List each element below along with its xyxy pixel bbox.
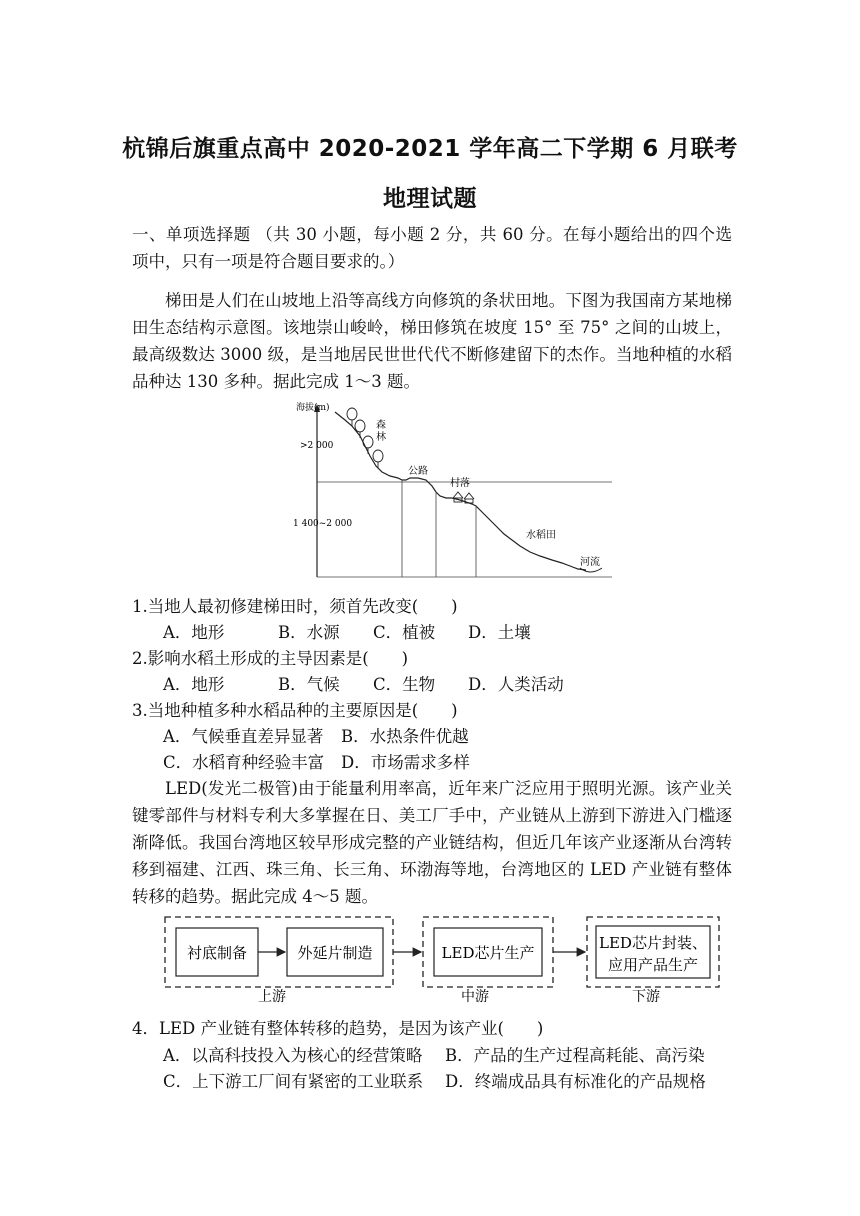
question-3-options-row1 <box>163 724 469 750</box>
terrace-diagram <box>290 400 620 580</box>
q1-option-b: B．水源 <box>278 623 340 642</box>
question-2: 2.影响水稻土形成的主导因素是( ) <box>132 649 409 668</box>
exam-title: 杭锦后旗重点高中 2020-2021 学年高二下学期 6 月联考 <box>122 136 738 162</box>
exam-subtitle: 地理试题 <box>383 186 477 212</box>
question-3-options-row2 <box>163 750 470 776</box>
q3-option-d: D．市场需求多样 <box>341 753 470 772</box>
question-4: 4．LED 产业链有整体转移的趋势，是因为该产业( ) <box>132 1019 544 1038</box>
question-3: 3.当地种植多种水稻品种的主要原因是( ) <box>132 701 458 720</box>
passage-led: LED(发光二极管)由于能量利用率高，近年来广泛应用于照明光源。该产业关键零部件与材料专利大多掌握在日、美工厂手中，产业链从上游到下游进入门槛逐渐降低。我国台湾地区较早形成完整的产业链结构，但近几年该产业逐渐从台湾转移到福建、江西、珠三角、长三角、环渤海等地，台湾地区的 LED 产业链有整体转移的趋势。据此完成 4～5 题。 <box>132 779 732 906</box>
question-1: 1.当地人最初修建梯田时，须首先改变( ) <box>132 597 458 616</box>
band-lower-label: 1 400~2 000 <box>293 519 353 529</box>
band-upper-label: >2 000 <box>300 441 334 451</box>
box-packaging-line1: LED芯片封装、 <box>599 934 707 952</box>
q3-option-a: A．气候垂直差异显著 <box>163 727 324 746</box>
led-chain-diagram <box>160 912 730 1004</box>
stage-midstream: 中游 <box>461 989 489 1004</box>
label-rice-field: 水稻田 <box>526 530 556 541</box>
label-road: 公路 <box>408 466 428 477</box>
section-heading: 一、单项选择题 （共 30 小题，每小题 2 分，共 60 分。在每小题给出的四个选项中，只有一项是符合题目要求的。） <box>132 225 732 271</box>
q3-option-b: B．水热条件优越 <box>341 727 469 746</box>
box-chip: LED芯片生产 <box>441 944 535 962</box>
box-epitaxial: 外延片制造 <box>297 944 373 962</box>
question-4-options-row1 <box>163 1043 705 1069</box>
label-village: 村落 <box>450 478 470 489</box>
q2-option-b: B．气候 <box>278 675 340 694</box>
box-substrate: 衬底制备 <box>186 944 248 962</box>
q1-option-a: A．地形 <box>163 623 225 642</box>
q3-option-c: C．水稻育种经验丰富 <box>163 753 325 772</box>
q2-option-a: A．地形 <box>163 675 225 694</box>
label-forest-1: 森 <box>376 420 386 431</box>
question-2-options <box>163 672 564 698</box>
label-forest-2: 林 <box>376 432 386 443</box>
q2-option-d: D．人类活动 <box>468 675 564 694</box>
q1-option-d: D．土壤 <box>468 623 531 642</box>
mountain-profile <box>335 412 586 570</box>
question-1-options <box>163 620 531 646</box>
label-river: 河流 <box>580 557 600 568</box>
q4-option-b: B．产品的生产过程高耗能、高污染 <box>445 1046 705 1065</box>
q4-option-c: C．上下游工厂间有紧密的工业联系 <box>163 1072 424 1091</box>
box-packaging-line2: 应用产品生产 <box>607 956 699 974</box>
question-4-options-row2 <box>163 1069 706 1095</box>
q4-option-d: D．终端成品具有标准化的产品规格 <box>445 1072 706 1091</box>
q2-option-c: C．生物 <box>373 675 436 694</box>
stage-downstream: 下游 <box>632 989 660 1004</box>
downstream-group <box>587 917 719 987</box>
stage-upstream: 上游 <box>258 989 286 1004</box>
passage-terraces: 梯田是人们在山坡地上沿等高线方向修筑的条状田地。下图为我国南方某地梯田生态结构示意图。该地崇山峻岭，梯田修筑在坡度 15° 至 75° 之间的山坡上，最高级数达 3000 级，是当地居民世世代代不断修建留下的杰作。当地种植的水稻品种达 130 多种。据此完成 1～3 题。 <box>132 291 732 391</box>
q1-option-c: C．植被 <box>373 623 436 642</box>
y-axis-label: 海拔(m) <box>296 403 330 413</box>
q4-option-a: A．以高科技投入为核心的经营策略 <box>163 1046 423 1065</box>
